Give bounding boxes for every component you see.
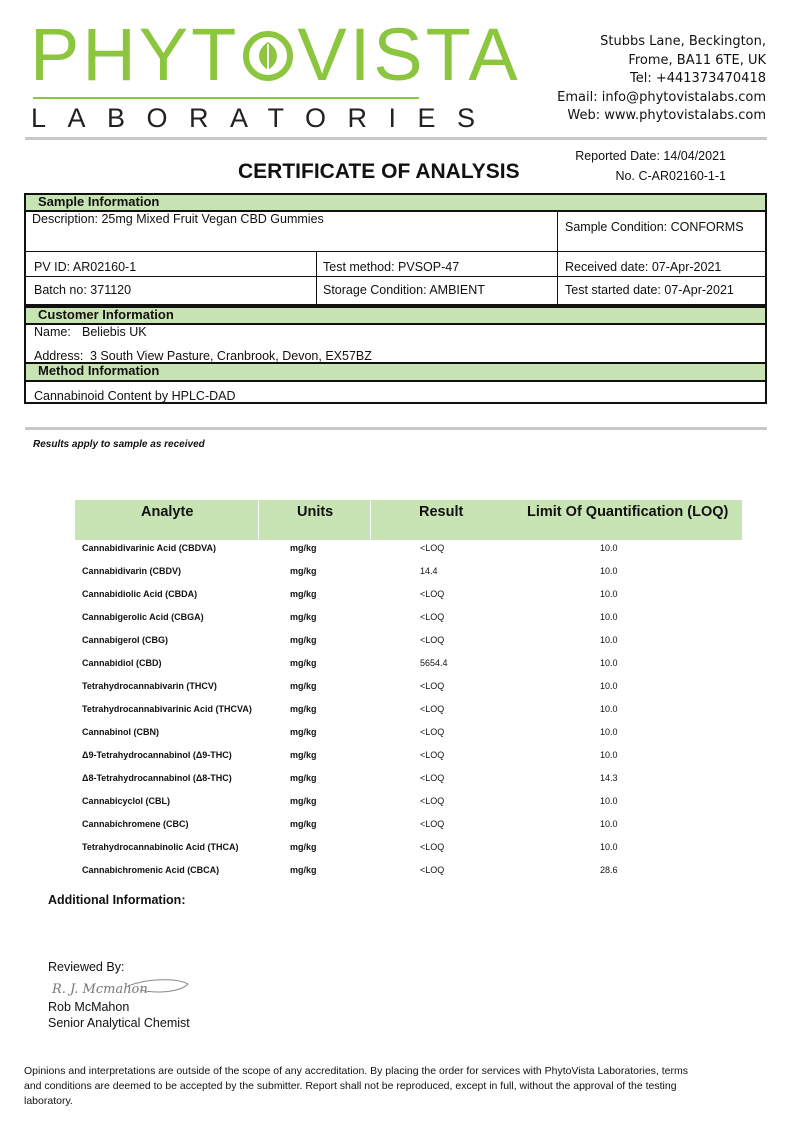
customer-info-box: [24, 306, 767, 364]
units-cell: mg/kg: [290, 750, 317, 760]
units-cell: mg/kg: [290, 842, 317, 852]
method-info-box: [24, 362, 767, 404]
table-row: [0, 589, 800, 612]
signature-text: R. J. Mcmahon: [52, 982, 148, 997]
units-cell: mg/kg: [290, 589, 317, 599]
storage-condition: Storage Condition: AMBIENT: [323, 283, 485, 297]
additional-info-label: Additional Information:: [48, 893, 186, 907]
divider: [26, 251, 765, 252]
table-row: [0, 865, 800, 888]
column-header-loq: Limit Of Quantification (LOQ): [527, 504, 729, 520]
result-cell: <LOQ: [420, 842, 445, 852]
customer-name-label: Name:: [34, 325, 71, 339]
result-cell: <LOQ: [420, 704, 445, 714]
table-row: [0, 727, 800, 750]
result-cell: <LOQ: [420, 773, 445, 783]
loq-cell: 10.0: [600, 750, 618, 760]
analyte-cell: Tetrahydrocannabinolic Acid (THCA): [82, 842, 239, 852]
units-cell: mg/kg: [290, 543, 317, 553]
table-row: [0, 612, 800, 635]
report-meta: [575, 146, 726, 186]
disclaimer-footer: Opinions and interpretations are outside of the scope of any accreditation. By placing the order for services with PhytoVista Laboratories, terms and conditions are deemed to be accepted by the submitter. Report shall not be reproduced, except in full, without the approval of the testing laboratory.: [24, 1065, 688, 1107]
analyte-cell: Cannabidivarinic Acid (CBDVA): [82, 543, 217, 553]
result-cell: <LOQ: [420, 819, 445, 829]
sample-info-box: [24, 193, 767, 306]
units-cell: mg/kg: [290, 727, 317, 737]
reviewed-by-label: Reviewed By:: [48, 960, 125, 974]
units-cell: mg/kg: [290, 635, 317, 645]
divider: [370, 500, 371, 540]
result-cell: <LOQ: [420, 681, 445, 691]
table-row: [0, 819, 800, 842]
analyte-cell: Cannabigerol (CBG): [82, 635, 169, 645]
units-cell: mg/kg: [290, 658, 317, 668]
lab-address: [557, 33, 766, 126]
report-number: No. C-AR02160-1-1: [615, 169, 726, 183]
sample-description: Description: 25mg Mixed Fruit Vegan CBD Gummies: [32, 212, 324, 226]
loq-cell: 10.0: [600, 612, 618, 622]
divider: [316, 251, 317, 304]
column-header-analyte: Analyte: [141, 504, 194, 520]
header-divider: [25, 137, 767, 140]
table-row: [0, 681, 800, 704]
result-cell: <LOQ: [420, 727, 445, 737]
units-cell: mg/kg: [290, 612, 317, 622]
loq-cell: 10.0: [600, 681, 618, 691]
customer-address: 3 South View Pasture, Cranbrook, Devon, EX57BZ: [90, 349, 372, 363]
reviewer-name: Rob McMahon: [48, 1000, 130, 1014]
test-method: Test method: PVSOP-47: [323, 260, 460, 274]
loq-cell: 10.0: [600, 704, 618, 714]
result-cell: 5654.4: [420, 658, 448, 668]
table-row: [0, 750, 800, 773]
logo-subtitle: LABORATORIES: [31, 103, 497, 133]
pv-id: PV ID: AR02160-1: [34, 260, 137, 274]
logo-divider: [33, 97, 419, 99]
test-started-date: Test started date: 07-Apr-2021: [565, 283, 734, 297]
batch-no: Batch no: 371120: [34, 283, 132, 297]
results-note: Results apply to sample as received: [33, 439, 205, 450]
analyte-cell: Cannabicyclol (CBL): [82, 796, 171, 806]
result-cell: <LOQ: [420, 543, 445, 553]
result-cell: <LOQ: [420, 612, 445, 622]
divider: [258, 500, 259, 540]
loq-cell: 10.0: [600, 796, 618, 806]
analyte-cell: Cannabidiolic Acid (CBDA): [82, 589, 198, 599]
analyte-cell: Cannabidiol (CBD): [82, 658, 162, 668]
table-row: [0, 704, 800, 727]
table-row: [0, 658, 800, 681]
result-cell: <LOQ: [420, 796, 445, 806]
analyte-cell: Tetrahydrocannabivarin (THCV): [82, 681, 217, 691]
units-cell: mg/kg: [290, 796, 317, 806]
customer-name: Beliebis UK: [82, 325, 147, 339]
column-header-units: Units: [297, 504, 334, 520]
divider: [26, 276, 765, 277]
address-line: Tel: +441373470418: [630, 71, 766, 87]
units-cell: mg/kg: [290, 566, 317, 576]
analyte-cell: Cannabidivarin (CBDV): [82, 566, 182, 576]
units-cell: mg/kg: [290, 819, 317, 829]
method-info-header: Method Information: [26, 364, 765, 382]
loq-cell: 10.0: [600, 819, 618, 829]
received-date: Received date: 07-Apr-2021: [565, 260, 722, 274]
reviewer-role: Senior Analytical Chemist: [48, 1016, 190, 1030]
sample-condition: Sample Condition: CONFORMS: [565, 220, 744, 234]
address-line: Stubbs Lane, Beckington,: [600, 34, 766, 49]
units-cell: mg/kg: [290, 865, 317, 875]
units-cell: mg/kg: [290, 704, 317, 714]
analyte-cell: Tetrahydrocannabivarinic Acid (THCVA): [82, 704, 252, 714]
method-text: Cannabinoid Content by HPLC-DAD: [34, 389, 236, 403]
sample-info-header: Sample Information: [26, 195, 765, 212]
analyte-cell: Cannabigerolic Acid (CBGA): [82, 612, 204, 622]
loq-cell: 10.0: [600, 635, 618, 645]
divider: [557, 210, 558, 304]
loq-cell: 10.0: [600, 727, 618, 737]
result-cell: <LOQ: [420, 635, 445, 645]
signature-image: [48, 974, 194, 1000]
leaf-logo-icon: [242, 30, 294, 82]
units-cell: mg/kg: [290, 681, 317, 691]
customer-address-label: Address:: [34, 349, 84, 363]
logo: [30, 13, 521, 96]
table-row: [0, 543, 800, 566]
loq-cell: 10.0: [600, 842, 618, 852]
analyte-cell: Δ9-Tetrahydrocannabinol (Δ9-THC): [82, 750, 232, 760]
analyte-cell: Cannabichromenic Acid (CBCA): [82, 865, 220, 875]
address-line: Frome, BA11 6TE, UK: [628, 52, 766, 68]
loq-cell: 14.3: [600, 773, 618, 783]
address-line: Web: www.phytovistalabs.com: [567, 108, 766, 124]
results-table-body: [0, 543, 800, 888]
results-table-header: [75, 500, 742, 540]
loq-cell: 10.0: [600, 543, 618, 553]
reported-date: Reported Date: 14/04/2021: [575, 149, 726, 163]
loq-cell: 10.0: [600, 566, 618, 576]
column-header-result: Result: [419, 504, 464, 520]
section-divider: [25, 427, 767, 430]
loq-cell: 28.6: [600, 865, 618, 875]
loq-cell: 10.0: [600, 658, 618, 668]
customer-info-header: Customer Information: [26, 308, 765, 325]
table-row: [0, 635, 800, 658]
table-row: [0, 842, 800, 865]
loq-cell: 10.0: [600, 589, 618, 599]
table-row: [0, 796, 800, 819]
units-cell: mg/kg: [290, 773, 317, 783]
table-row: [0, 773, 800, 796]
analyte-cell: Cannabichromene (CBC): [82, 819, 189, 829]
result-cell: <LOQ: [420, 750, 445, 760]
result-cell: <LOQ: [420, 865, 445, 875]
analyte-cell: Δ8-Tetrahydrocannabinol (Δ8-THC): [82, 773, 232, 783]
result-cell: 14.4: [420, 566, 438, 576]
analyte-cell: Cannabinol (CBN): [82, 727, 159, 737]
logo-text-right: VISTA: [297, 13, 521, 96]
logo-text-left: PHYT: [30, 13, 240, 96]
address-line: Email: info@phytovistalabs.com: [557, 89, 766, 105]
result-cell: <LOQ: [420, 589, 445, 599]
table-row: [0, 566, 800, 589]
page-title: CERTIFICATE OF ANALYSIS: [238, 160, 520, 183]
